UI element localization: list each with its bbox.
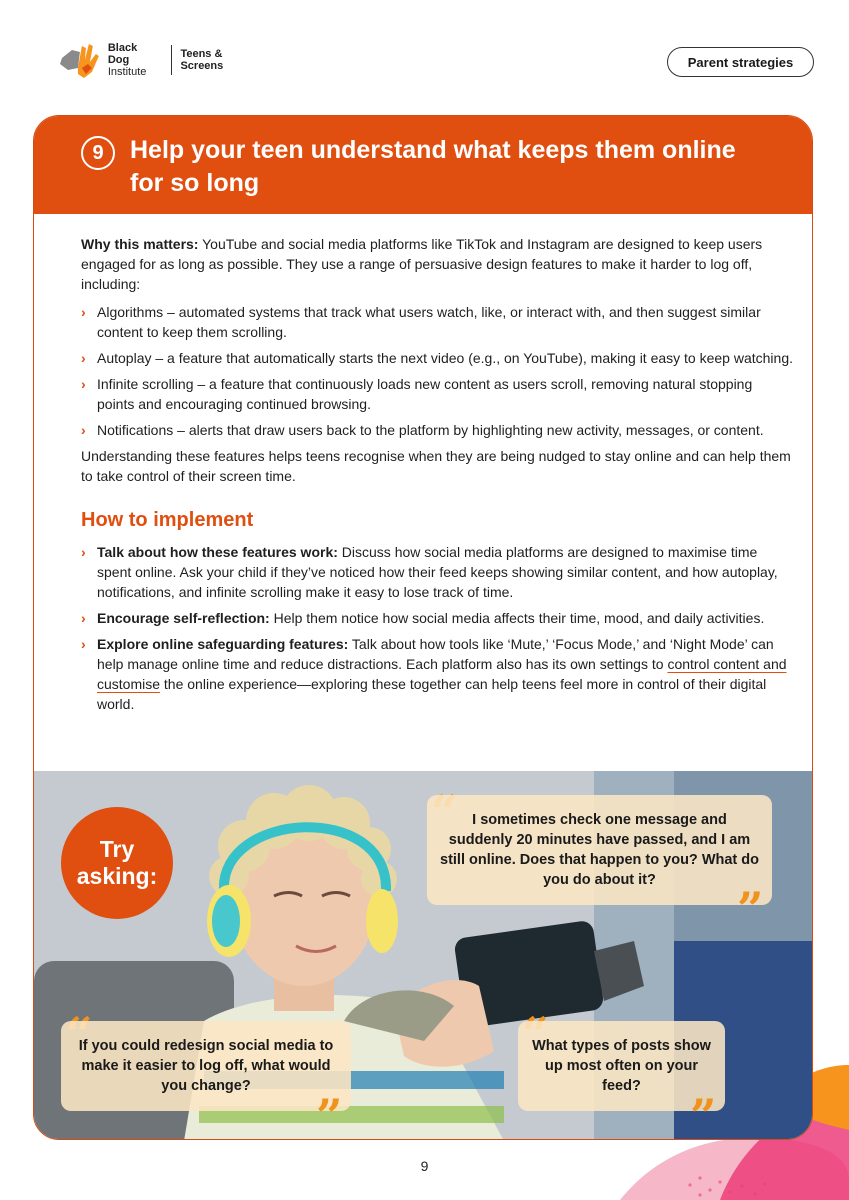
chevron-right-icon: › — [81, 544, 86, 560]
list-item: › Talk about how these features work: Discuss how social media platforms are designed to maximise time spent online. Ask your child if they’ve noticed how their feed keeps showing similar content, and how autoplay, notifications, and infinite scrolling make it easy to lose track of time. — [81, 544, 778, 600]
chevron-right-icon: › — [81, 304, 86, 320]
logo-wordmark — [108, 42, 162, 78]
strategy-number: 9 — [81, 136, 115, 170]
logo-divider — [171, 45, 172, 75]
close-quote-icon: ” — [316, 1089, 343, 1140]
try-asking-badge: Try asking: — [61, 807, 173, 919]
close-quote-icon: ” — [737, 882, 764, 936]
question-bubble-2: If you could redesign social media to make it easier to log off, what would you change? — [61, 1021, 351, 1111]
card-header — [34, 116, 812, 214]
card-content — [81, 234, 793, 720]
strategy-title: Help your teen understand what keeps them online for so long — [130, 136, 736, 197]
section-pill: Parent strategies — [667, 47, 814, 77]
chevron-right-icon: › — [81, 610, 86, 626]
why-label: Why this matters: — [81, 236, 199, 252]
page-number: 9 — [420, 1158, 429, 1174]
close-quote-icon: ” — [690, 1089, 717, 1140]
list-item: › Autoplay – a feature that automatically starts the next video (e.g., on YouTube), making it easy to keep watching. — [81, 350, 794, 366]
implement-list — [81, 542, 793, 714]
org-sub: Institute — [107, 66, 147, 78]
chevron-right-icon: › — [81, 636, 86, 652]
implement-heading: How to implement — [81, 509, 254, 531]
list-item: › Infinite scrolling – a feature that continuously loads new content as users scroll, removing natural stopping points and encouraging continued browsing. — [81, 376, 753, 412]
strategy-card — [33, 115, 813, 1140]
control-content-link[interactable]: control content and customise — [97, 656, 787, 692]
why-paragraph — [81, 234, 793, 294]
list-item: › Encourage self-reflection: Help them notice how social media affects their time, mood, and daily activities. — [81, 610, 765, 626]
black-dog-institute-logo — [58, 38, 268, 82]
summary-paragraph: Understanding these features helps teens recognise when they are being nudged to stay online and can help them to take control of their screen time. — [81, 448, 791, 484]
dog-hand-logo-icon — [58, 38, 104, 82]
series-name: Teens & Screens — [180, 48, 224, 72]
feature-list — [81, 302, 793, 440]
list-item: › Algorithms – automated systems that track what users watch, like, or interact with, and then suggest similar content to keep them scrolling. — [81, 304, 761, 340]
chevron-right-icon: › — [81, 376, 86, 392]
org-name: Black Dog — [107, 42, 138, 66]
list-item: › Notifications – alerts that draw users back to the platform by highlighting new activity, messages, or content. — [81, 422, 764, 438]
list-item: › Explore online safeguarding features: Talk about how tools like ‘Mute,’ ‘Focus Mode,’ and ‘Night Mode’ can help manage online time and reduce distractions. Each platform also has its own settings to control content and customise the online experience—exploring these together can help teens feel more in control of their digital world. — [81, 636, 787, 712]
why-text: YouTube and social media platforms like TikTok and Instagram are designed to keep users engaged for as long as possible. They use a range of persuasive design features to make it harder to log off, including: — [81, 236, 763, 292]
chevron-right-icon: › — [81, 350, 86, 366]
question-bubble-1: I sometimes check one message and suddenly 20 minutes have passed, and I am still online. Does that happen to you? What do you do about it? — [427, 795, 772, 905]
chevron-right-icon: › — [81, 422, 86, 438]
question-bubble-3: What types of posts show up most often on your feed? — [518, 1021, 725, 1111]
teen-photo — [34, 771, 813, 1140]
